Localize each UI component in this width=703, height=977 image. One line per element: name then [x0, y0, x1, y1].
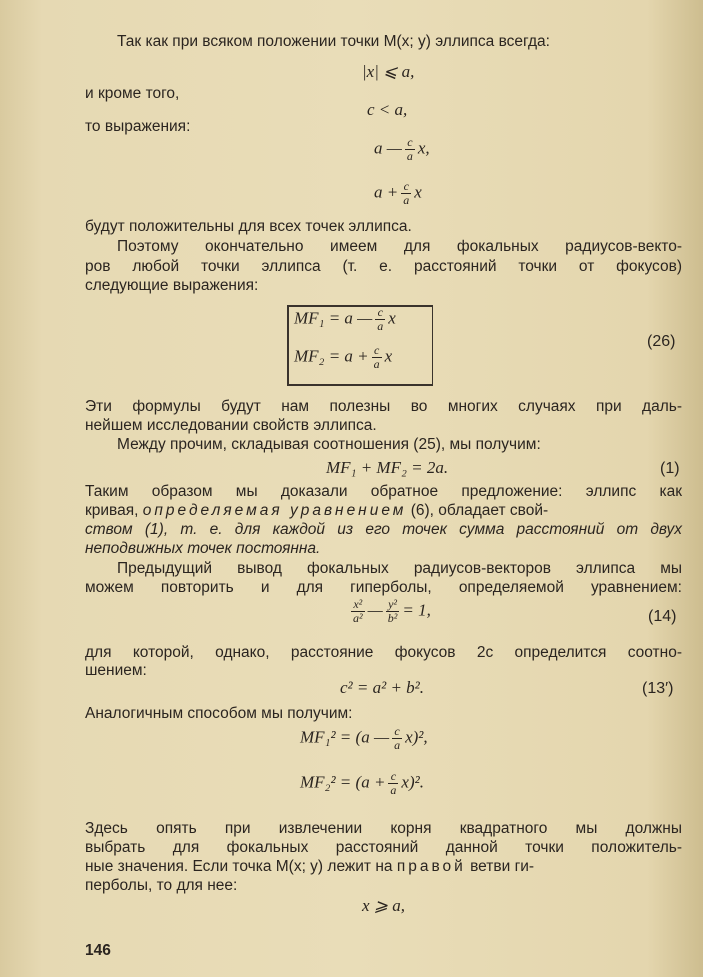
text-line: ные значения. Если точка М(x; y) лежит на правой ветви ги- [85, 858, 535, 875]
text-line: Поэтому окончательно имеем для фокальных радиусов-векто- [117, 238, 682, 255]
formula-mf2: MF₂ = a + $\frac{c}{a}$ x [294, 343, 393, 371]
formula-hyperbola: $\frac{\text{x²}}{\text{a²}}$ — $\frac{\text{y²}}{\text{b²}}$ = 1, [353, 597, 431, 625]
text-line: ров любой точки эллипса (т. е. расстояний точки от фокусов) [85, 258, 682, 275]
fraction-c-over-a: $\frac{c}{a}$ [373, 343, 380, 371]
formula-x-geq-a: x ⩾ a, [362, 896, 406, 915]
text-line: Аналогичным способом мы получим: [85, 705, 353, 722]
formula-mf2-squared: MF₂² = (a + $\frac{c}{a}$ x)². [300, 769, 424, 797]
equation-number: (1) [660, 460, 680, 477]
text-line: перболы, то для нее: [85, 877, 238, 894]
formula-mf1: MF₁ = a — $\frac{c}{a}$ x [294, 305, 396, 333]
fraction-c-over-a: $\frac{c}{a}$ [406, 135, 413, 163]
formula-sum: MF₁ + MF₂ = 2a. [326, 458, 449, 477]
fraction-c-over-a: $\frac{c}{a}$ [394, 724, 401, 752]
equation-number: (14) [648, 608, 677, 625]
fraction-c-over-a: $\frac{c}{a}$ [390, 769, 397, 797]
text-line: и кроме того, [85, 85, 180, 102]
fraction-x2-over-a2: $\frac{\text{x²}}{\text{a²}}$ [353, 597, 363, 625]
text-line: Эти формулы будут нам полезны во многих случаях при даль- [85, 398, 682, 415]
text-line: Здесь опять при извлечении корня квадратного мы должны [85, 820, 682, 837]
formula-a-minus: a — $\frac{c}{a}$ x, [374, 135, 430, 163]
text-line: кривая, определяемая уравнением (6), обладает свой- [85, 502, 549, 519]
formula-c2: c² = a² + b². [340, 678, 425, 697]
formula-a-plus: a + $\frac{c}{a}$ x [374, 179, 422, 207]
text-line: выбрать для фокальных расстояний данной точки положитель- [85, 839, 682, 856]
text-line: нейшем исследовании свойств эллипса. [85, 417, 377, 434]
text-line: Таким образом мы доказали обратное предложение: эллипс как [85, 483, 682, 500]
fraction-c-over-a: $\frac{c}{a}$ [403, 179, 410, 207]
fraction-c-over-a: $\frac{c}{a}$ [377, 305, 384, 333]
fraction-y2-over-b2: $\frac{\text{y²}}{\text{b²}}$ [387, 597, 398, 625]
text-line: Между прочим, складывая соотношения (25), мы получим: [117, 436, 541, 453]
formula-mf1-squared: MF₁² = (a — $\frac{c}{a}$ x)², [300, 724, 428, 752]
text-line: Предыдущий вывод фокальных радиусов-векторов эллипса мы [117, 560, 682, 577]
equation-number: (26) [647, 333, 676, 350]
text-line: неподвижных точек постоянна. [85, 540, 321, 557]
formula-abs-x: |x| ⩽ a, [362, 62, 415, 81]
text-line: ством (1), т. е. для каждой из его точек сумма расстояний от двух [85, 521, 682, 538]
text-line: следующие выражения: [85, 277, 259, 294]
text-line: можем повторить и для гиперболы, определяемой уравнением: [85, 579, 682, 596]
text-line: шением: [85, 662, 147, 679]
page-number: 146 [85, 942, 111, 959]
formula-c-less-a: c < a, [367, 100, 408, 119]
text-line: Так как при всяком положении точки М(x; y) эллипса всегда: [117, 33, 550, 50]
text-line: будут положительны для всех точек эллипса. [85, 218, 412, 235]
text-line: то выражения: [85, 118, 191, 135]
equation-number: (13′) [642, 680, 674, 697]
text-line: для которой, однако, расстояние фокусов 2c определится соотно- [85, 644, 682, 661]
